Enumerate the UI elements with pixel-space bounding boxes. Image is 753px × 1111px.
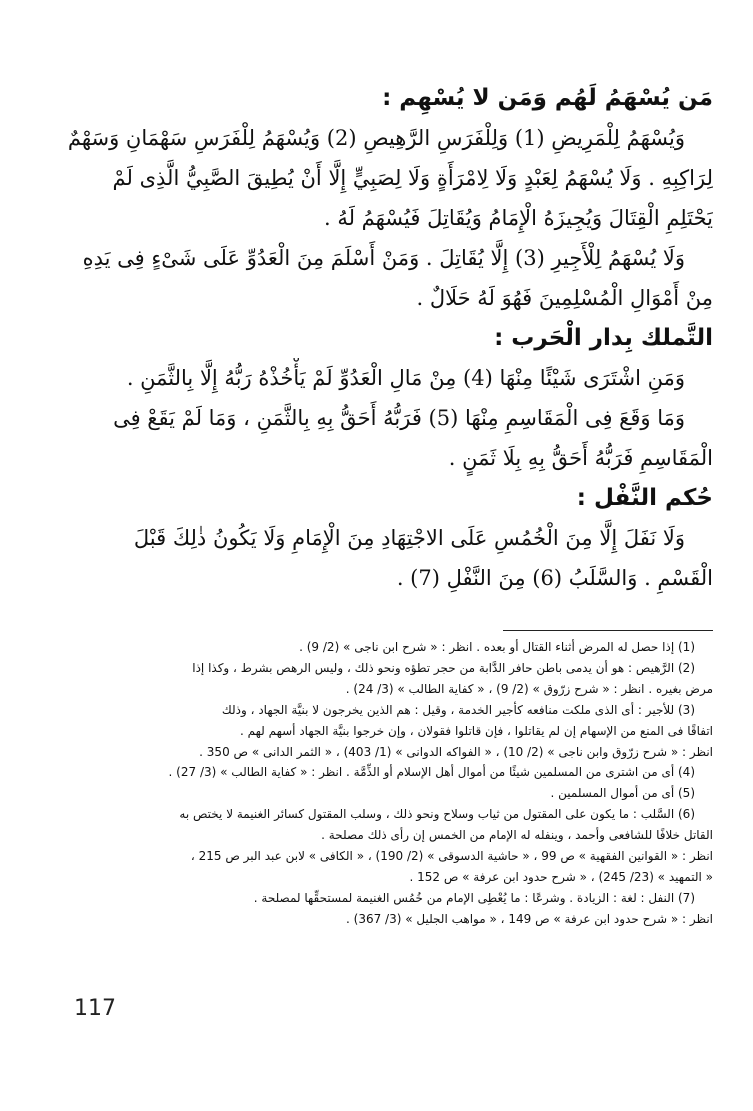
footnote-line: انظر : « القوانين الفقهية » ص 99 ، « حاشية الدسوقى » (2/ 190) ، « الكافى » لابن عبد البر ص 215 ،	[190, 849, 713, 864]
footnote-line: القاتل خلافًا للشافعى وأحمد ، وينفله له الإمام من الخمس إن رأى ذلك مصلحة .	[321, 828, 713, 843]
footnote-line: (3) للأجير : أى الذى ملكت منافعه كأجير الخدمة ، وقيل : هم الذين يخرجون لا بنيَّة الجهاد ، وذلك	[221, 702, 695, 717]
footnote-line: اتفاقًا فى المنع من الإسهام إن لم يقاتلوا ، فإن قاتلوا فقولان ، وإن خرجوا بنيَّة الجهاد أسهم لهم .	[239, 723, 713, 738]
text-line: يَحْتَلِمِ الْقِتَالَ وَيُجِيزَهُ الْإِمَامُ وَيُقَاتِلَ فَيُسْهَمُ لَهُ .	[323, 206, 713, 230]
text-line: لِرَاكِبِهِ . وَلَا يُسْهَمُ لِعَبْدٍ وَلَا لِامْرَأَةٍ وَلَا لِصَبِيٍّ إِلَّا أَنْ يُطِيقَ الصَّبِيُّ الَّذِى لَمْ	[112, 166, 713, 190]
footnote-line: (4) أى من اشترى من المسلمين شيئًا من أموال أهل الإسلام أو الذِّمَّة . انظر : « كفاية الطالب » (3/ 27) .	[168, 765, 695, 780]
text-line: وَلَا نَفَلَ إِلَّا مِنَ الْخُمُسِ عَلَى الاجْتِهَادِ مِنَ الْإِمَامِ وَلَا يَكُونُ ذٰلِكَ قَبْلَ	[133, 526, 685, 550]
footnote-line: (2) الرَّهيص : هو أن يدمى باطن حافر الدَّابة من حجر تطؤه ونحو ذلك ، وليس الرهص بشرط ، وكذا إذا	[192, 660, 695, 675]
footnote-line: (5) أى من أموال المسلمين .	[550, 786, 695, 801]
footnote-line: (6) السَّلب : ما يكون على المقتول من ثياب وسلاح ونحو ذلك ، وسلب المقتول كسائر الغنيمة لا يختص به	[179, 807, 695, 822]
text-line: مِنْ أَمْوَالِ الْمُسْلِمِينَ فَهُوَ لَهُ حَلَالٌ .	[416, 286, 713, 310]
footnote-line: « التمهيد » (23/ 245) ، « شرح حدود ابن عرفة » ص 152 .	[409, 869, 713, 884]
section-heading-shares: مَن يُسْهَمُ لَهُم وَمَن لا يُسْهِم :	[382, 85, 713, 111]
footnote-line: انظر : « شرح زرّوق وابن ناجى » (2/ 10) ، « الفواكه الدوانى » (1/ 403) ، « الثمر الدانى » ص 350 .	[199, 744, 713, 759]
footnote-separator	[503, 630, 713, 631]
footnote-line: (7) النفل : لغة : الزيادة . وشرعًا : ما يُعْطِى الإمام من خُمُس الغنيمة لمستحقِّها لمصلحة .	[253, 890, 695, 905]
text-line: وَمَا وَقَعَ فِى الْمَقَاسِمِ مِنْهَا (5) فَرَبُّهُ أَحَقُّ بِهِ بِالثَّمَنِ ، وَمَا لَمْ يَقَعْ فِى	[113, 406, 685, 430]
text-line: وَلَا يُسْهَمُ لِلْأَجِيرِ (3) إِلَّا يُقَاتِلَ . وَمَنْ أَسْلَمَ مِنَ الْعَدُوِّ عَلَى شَىْءٍ فِى يَدِهِ	[82, 246, 685, 270]
page-number: 117	[74, 996, 116, 1021]
main-text	[40, 78, 713, 598]
text-line: الْقَسْمِ . وَالسَّلَبُ (6) مِنَ النَّفْلِ (7) .	[396, 566, 713, 590]
text-line: الْمَقَاسِمِ فَرَبُّهُ أَحَقُّ بِهِ بِلَا ثَمَنٍ .	[448, 446, 713, 470]
footnote-line: انظر : « شرح حدود ابن عرفة » ص 149 ، « مواهب الجليل » (3/ 367) .	[346, 911, 713, 926]
section-heading-nafl: حُكم النَّفْل :	[576, 485, 713, 511]
text-line: وَمَنِ اشْتَرَى شَيْئًا مِنْهَا (4) مِنْ مَالِ الْعَدُوِّ لَمْ يَأْخُذْهُ رَبُّهُ إِلَّا بِالثَّمَنِ .	[126, 366, 685, 390]
footnotes	[40, 637, 713, 930]
footnote-line: (1) إذا حصل له المرض أثناء القتال أو بعده . انظر : « شرح ابن ناجى » (2/ 9) .	[299, 640, 695, 654]
section-heading-ownership: التَّملك بِدار الْحَرب :	[494, 325, 713, 351]
footnote-line: مرض بغيره . انظر : « شرح زرّوق » (2/ 9) ، « كفاية الطالب » (3/ 24) .	[345, 681, 713, 696]
text-line: وَيُسْهَمُ لِلْمَرِيضِ (1) وَلِلْفَرَسِ الرَّهِيصِ (2) وَيُسْهَمُ لِلْفَرَسِ سَهْمَانِ وَسَهْمٌ	[67, 126, 685, 150]
